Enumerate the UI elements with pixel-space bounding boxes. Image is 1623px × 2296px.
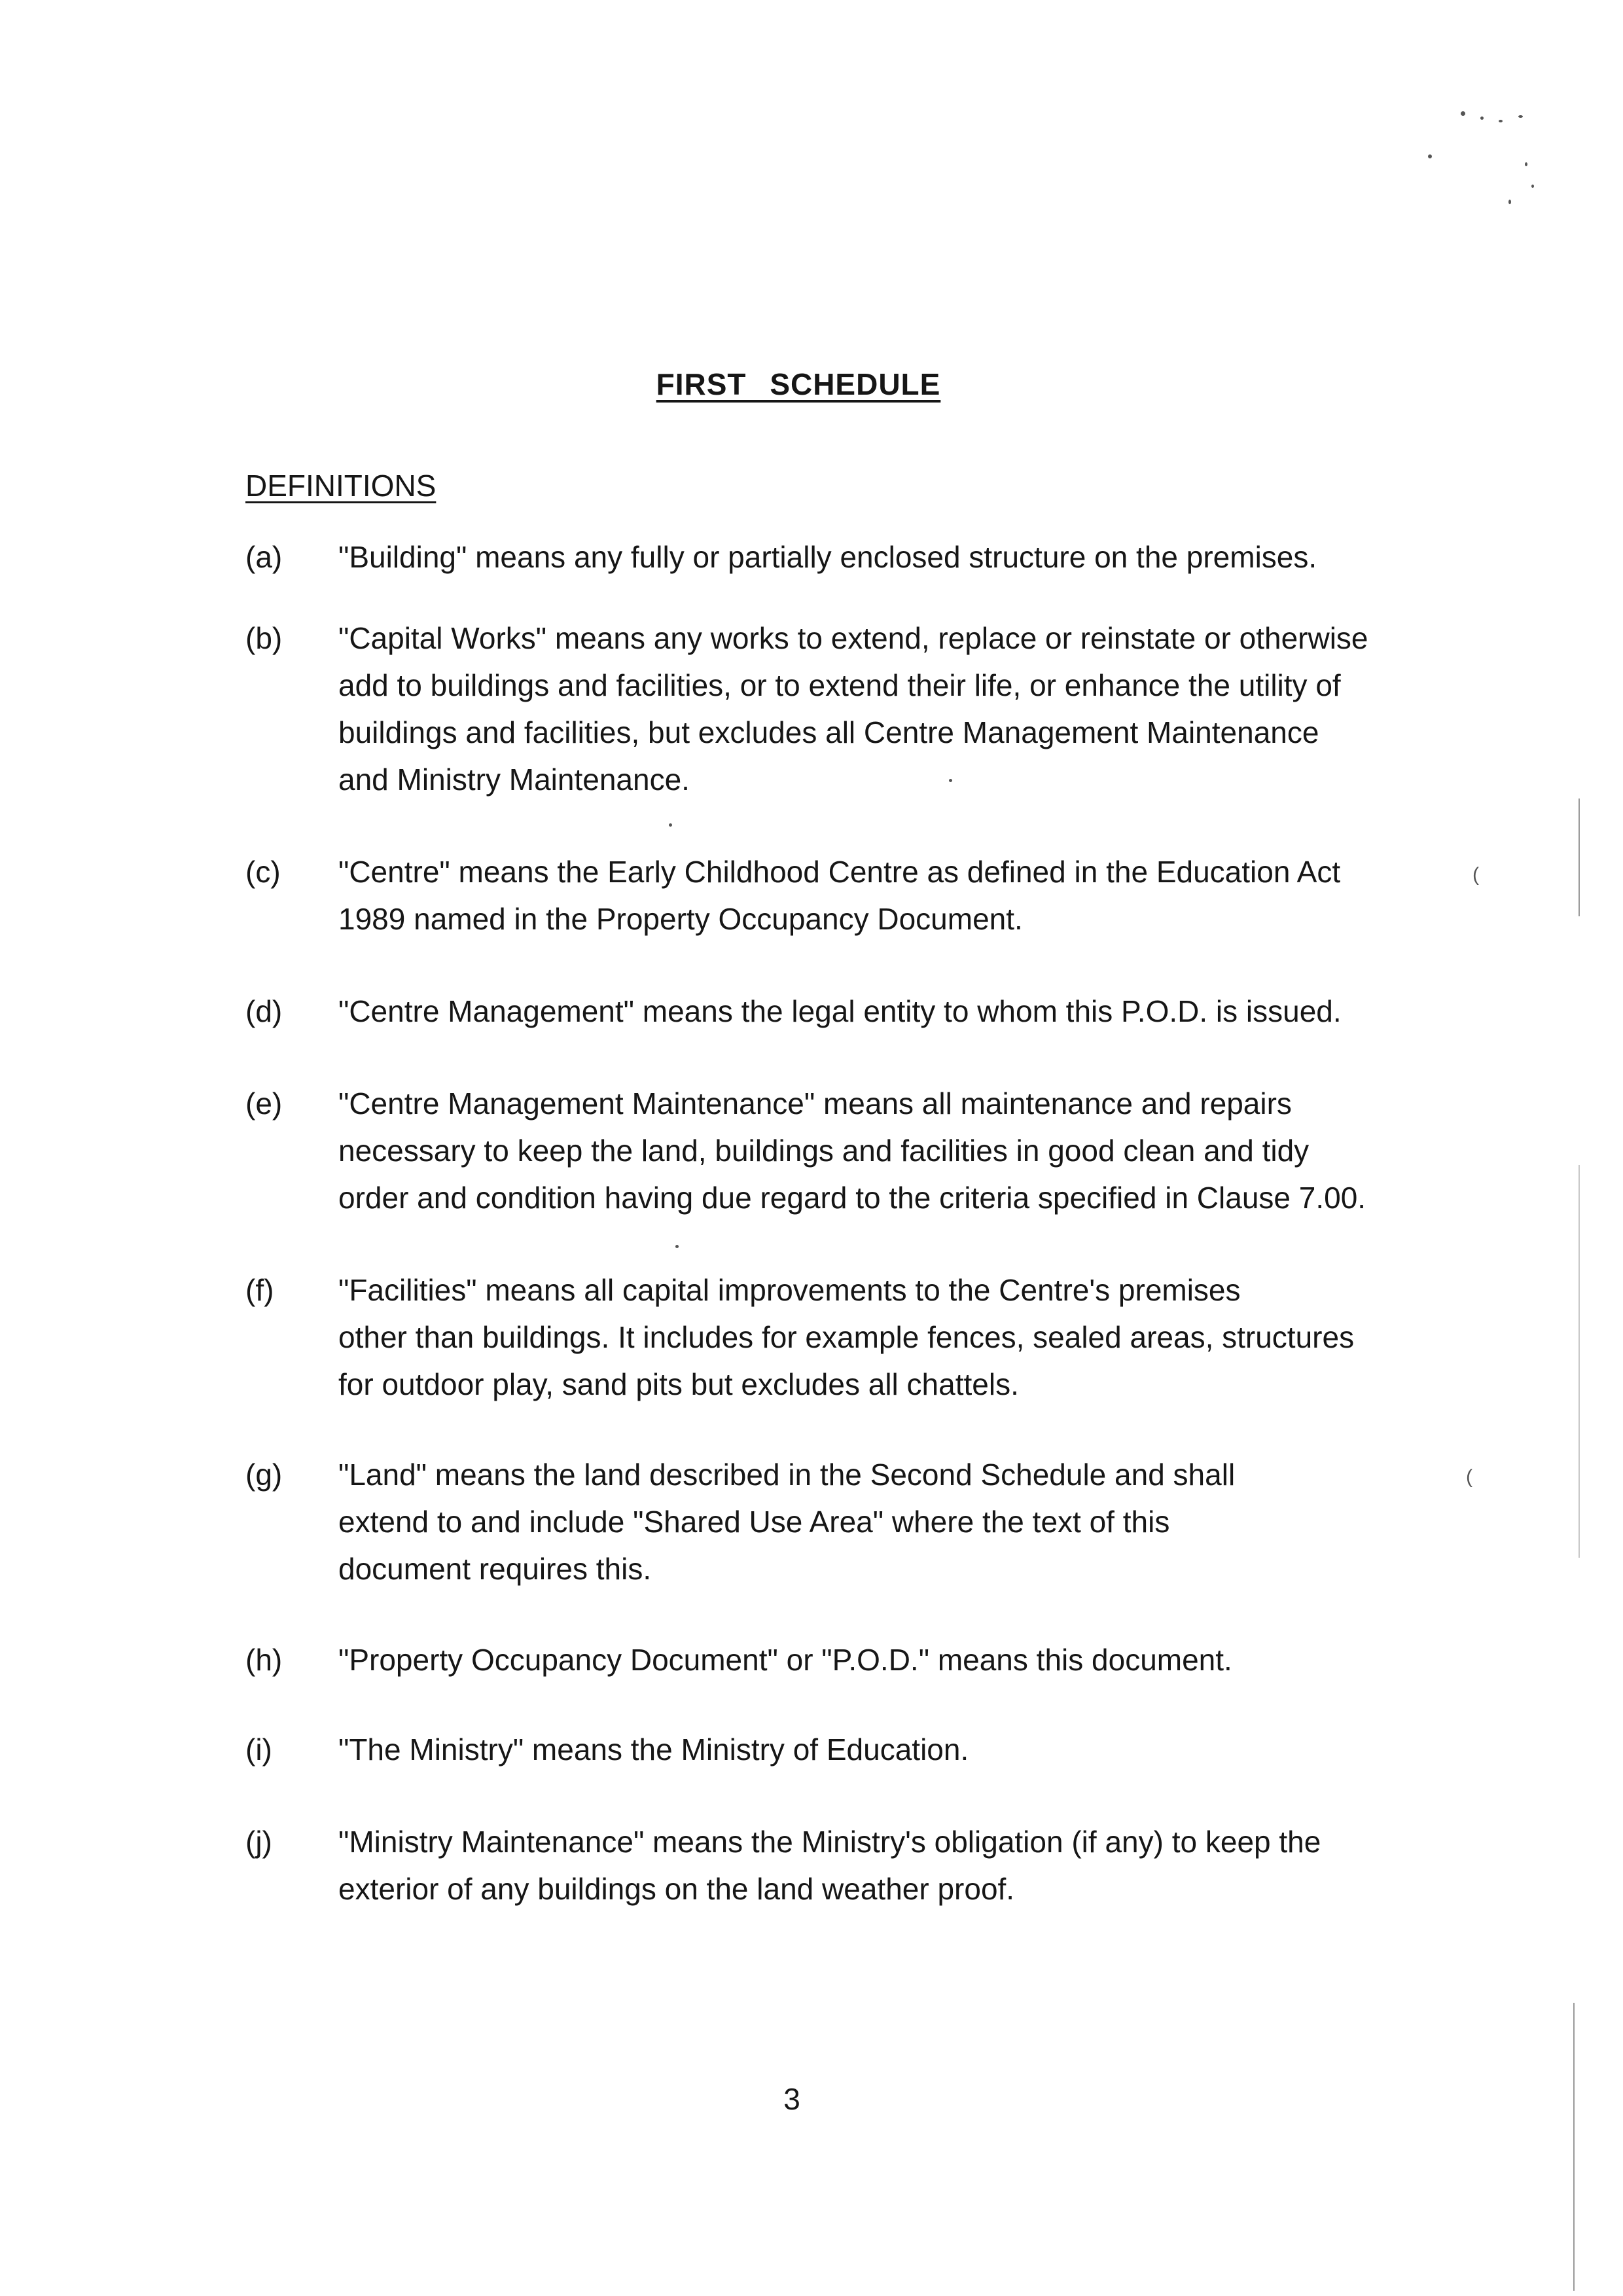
definition-i xyxy=(245,1726,1489,1773)
definition-label: (j) xyxy=(245,1825,272,1859)
definition-h xyxy=(245,1636,1489,1683)
page-number: 3 xyxy=(783,2082,800,2116)
definition-label: (b) xyxy=(245,621,283,655)
definition-text: "Ministry Maintenance" means the Ministry's obligation (if any) to keep the exterior of any buildings on the land weather proof. xyxy=(338,1825,1321,1906)
definition-label: (d) xyxy=(245,994,283,1028)
definition-label: (h) xyxy=(245,1643,283,1677)
definition-label: (c) xyxy=(245,855,281,889)
definition-a xyxy=(245,533,1489,581)
definition-label: (a) xyxy=(245,540,283,574)
definition-label: (g) xyxy=(245,1458,283,1492)
definition-j xyxy=(245,1818,1489,1912)
document-page: FIRST SCHEDULE DEFINITIONS (a) "Building" means any fully or partially enclosed structure on the premises. (b) "Capital Works" means any works to extend, replace or reinstate or otherwise add to buildings and facilities, or to extend their life, or enhance the utility of buildings and facilities, but excludes all Centre Management Maintenance and Ministry Maintenance. (c) "Centre" means the Early Childhood Centre as defined in the Education Act 1989 named in the Property Occupancy Document. (d) "Centre Management" means the legal entity to whom this P.O.D. is issued. (e) "Centre Management Maintenance" means all maintenance and repairs necessary to keep the land, buildings and facilities in good clean and tidy order and condition having due regard to the criteria specified in Clause 7.00. (f) "Facilities" means all capital improvements to the Centre's premises other than buildings. It includes for example fences, sealed areas, structures for outdoor play, sand pits but excludes all chattels. (g) "Land" means the land described in the Second Schedule and shall extend to and include "Shared Use Area" where the text of this document requires this. (h) "Property Occupancy Document" or "P.O.D." means this document. (i) "The Ministry" means the Ministry of Education. (j) "Ministry Maintenance" means the Ministry's obligation (if any) to keep the exterior of any buildings on the land weather proof. 3 ( ( xyxy=(0,0,1623,2296)
schedule-title: FIRST SCHEDULE xyxy=(656,367,941,401)
definition-text: "Facilities" means all capital improvements to the Centre's premises other than buildings. It includes for example fences, sealed areas, structures for outdoor play, sand pits but excludes all chattels. xyxy=(338,1273,1355,1401)
definition-b xyxy=(245,615,1489,803)
definition-text: "Land" means the land described in the Second Schedule and shall extend to and include "Shared Use Area" where the text of this document requires this. xyxy=(338,1458,1236,1586)
definition-text: "Centre" means the Early Childhood Centre as defined in the Education Act 1989 named in the Property Occupancy Document. xyxy=(338,855,1341,936)
definition-text: "Centre Management Maintenance" means all maintenance and repairs necessary to keep the land, buildings and facilities in good clean and tidy order and condition having due regard to the criteria specified in Clause 7.00. xyxy=(338,1086,1366,1215)
definition-text: "Building" means any fully or partially enclosed structure on the premises. xyxy=(338,540,1317,574)
definition-label: (f) xyxy=(245,1273,274,1307)
definition-text: "Centre Management" means the legal entity to whom this P.O.D. is issued. xyxy=(338,994,1342,1028)
definition-g xyxy=(245,1451,1489,1592)
definition-e xyxy=(245,1080,1489,1221)
definitions-heading: DEFINITIONS xyxy=(245,469,437,503)
definition-d xyxy=(245,988,1489,1035)
definition-f xyxy=(245,1266,1489,1408)
definition-label: (e) xyxy=(245,1086,283,1121)
definition-c xyxy=(245,848,1489,942)
definition-text: "The Ministry" means the Ministry of Education. xyxy=(338,1732,969,1767)
definition-label: (i) xyxy=(245,1732,272,1767)
definition-text: "Property Occupancy Document" or "P.O.D." means this document. xyxy=(338,1643,1232,1677)
definition-text: "Capital Works" means any works to extend, replace or reinstate or otherwise add to buildings and facilities, or to extend their life, or enhance the utility of buildings and facilities, but excludes all Centre Management Maintenance and Ministry Maintenance. xyxy=(338,621,1368,797)
